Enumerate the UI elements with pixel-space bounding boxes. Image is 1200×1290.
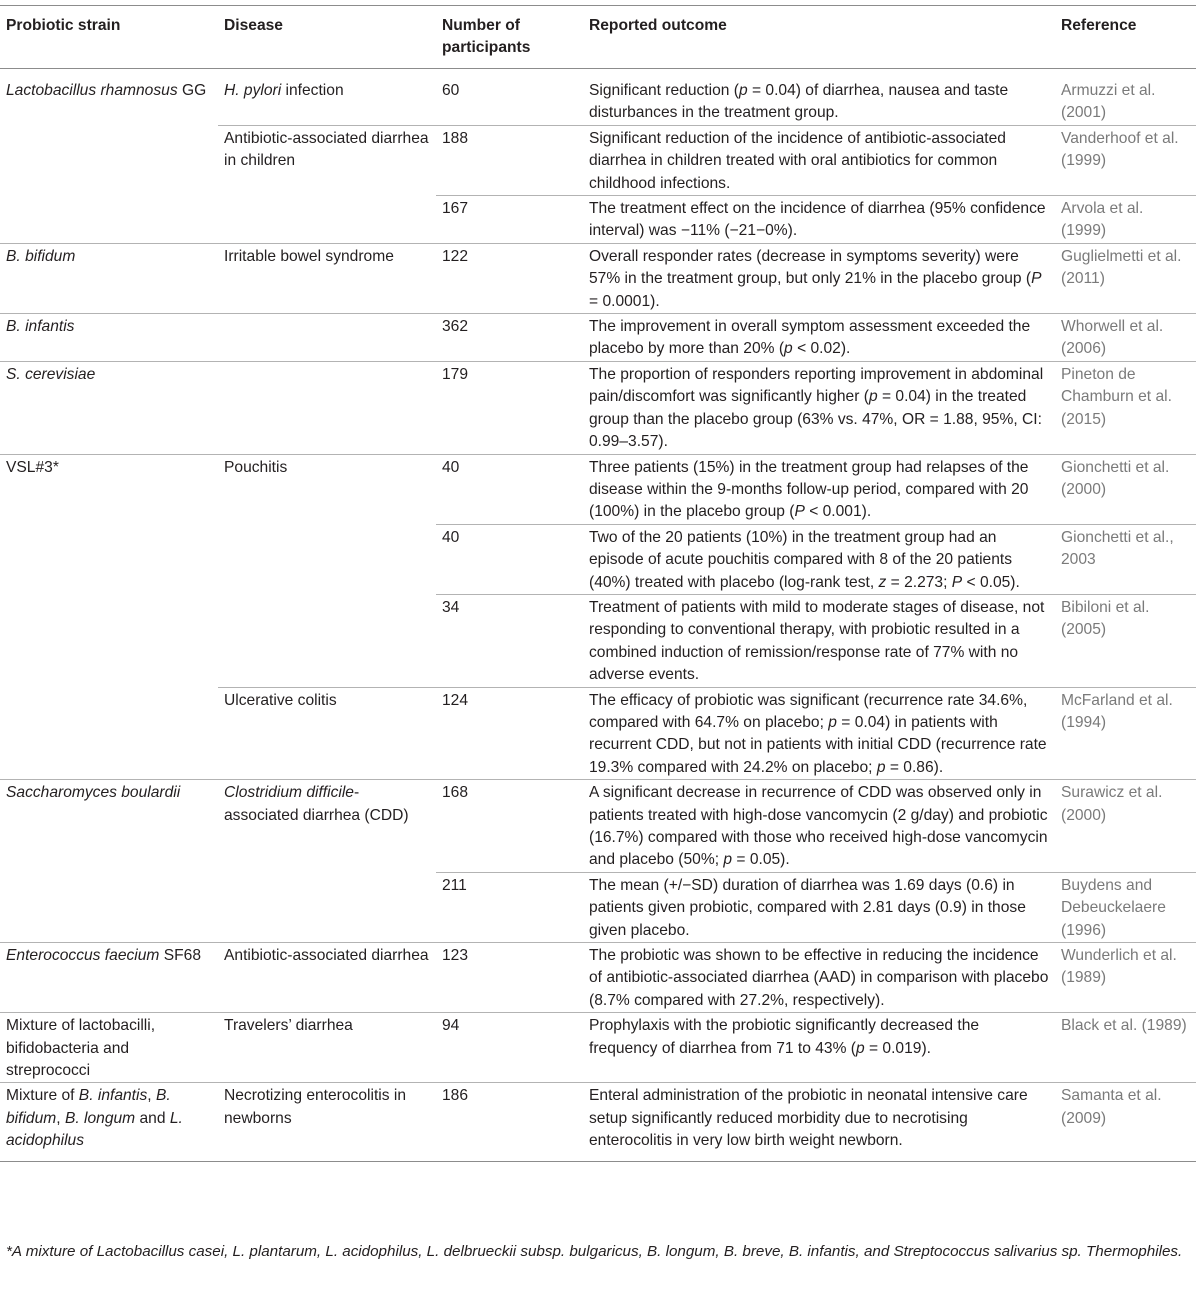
participants-cell: 124	[436, 687, 583, 780]
outcome-cell: A significant decrease in recurrence of CDD was observed only in patients treated with high-dose vancomycin (2 g/day) and probiotic (16.7%) compared with those who received high-dose vancomycin and placebo (50%; p = 0.05).	[583, 780, 1055, 873]
table-row	[0, 314, 1196, 362]
participants-cell: 168	[436, 780, 583, 873]
strain-name: Enterococcus faecium	[6, 947, 160, 965]
participants-cell: 94	[436, 1013, 583, 1083]
table-row	[0, 196, 1196, 244]
reference-cell: McFarland et al. (1994)	[1055, 687, 1196, 780]
outcome-cell: Two of the 20 patients (10%) in the treatment group had an episode of acute pouchitis compared with 8 of the 20 patients (40%) treated with placebo (log-rank test, z = 2.273; P < 0.05).	[583, 524, 1055, 594]
header-disease: Disease	[224, 17, 283, 34]
reference-cell: Vanderhoof et al. (1999)	[1055, 125, 1196, 195]
strain-cell: Saccharomyces boulardii	[0, 780, 218, 873]
disease-cell	[218, 361, 436, 454]
outcome-cell: Prophylaxis with the probiotic significantly decreased the frequency of diarrhea from 71 to 43% (p = 0.019).	[583, 1013, 1055, 1083]
table-body	[0, 69, 1196, 1162]
reference-cell: Gionchetti et al., 2003	[1055, 524, 1196, 594]
disease-cell: Clostridium difficile-associated diarrhea (CDD)	[218, 780, 436, 873]
header-probiotic-strain: Probiotic strain	[6, 17, 121, 34]
reference-cell: Armuzzi et al. (2001)	[1061, 82, 1156, 122]
strain-cell	[0, 594, 218, 687]
reference-cell: Bibiloni et al. (2005)	[1055, 594, 1196, 687]
disease-cell: Necrotizing enterocolitis in newborns	[218, 1083, 436, 1161]
table-header	[0, 6, 1196, 69]
strain-cell: VSL#3*	[0, 454, 218, 524]
outcome-cell: Three patients (15%) in the treatment group had relapses of the disease within the 9-months follow-up period, compared with 20 (100%) in the placebo group (P < 0.001).	[583, 454, 1055, 524]
outcome-cell: Significant reduction of the incidence of antibiotic-associated diarrhea in children treated with oral antibiotics for common childhood infections.	[583, 125, 1055, 195]
species-name: H. pylori	[224, 82, 282, 99]
strain-cell: B. bifidum	[0, 243, 218, 313]
disease-cell	[218, 314, 436, 362]
outcome-cell: The mean (+/−SD) duration of diarrhea was 1.69 days (0.6) in patients given probiotic, compared with 2.81 days (0.9) in those given placebo.	[583, 872, 1055, 942]
header-number-of-participants: Number of participants	[442, 17, 531, 56]
participants-cell: 167	[436, 196, 583, 244]
table-row	[0, 1083, 1196, 1161]
strain-cell	[0, 872, 218, 942]
table-row	[0, 943, 1196, 1013]
disease-cell: Travelers’ diarrhea	[218, 1013, 436, 1083]
participants-cell: 40	[436, 524, 583, 594]
reference-cell: Black et al. (1989)	[1055, 1013, 1196, 1083]
outcome-cell: Treatment of patients with mild to moderate stages of disease, not responding to conventional therapy, with probiotic resulted in a combined induction of remission/response rate of 77% with no adverse events.	[583, 594, 1055, 687]
table-row	[0, 243, 1196, 313]
participants-cell: 179	[436, 361, 583, 454]
table-row	[0, 454, 1196, 524]
disease-cell: Ulcerative colitis	[218, 687, 436, 780]
outcome-cell: Significant reduction (p = 0.04) of diarrhea, nausea and taste disturbances in the treatment group.	[589, 82, 1009, 122]
strain-cell: Lactobacillus rhamnosus GG	[6, 82, 207, 99]
outcome-cell: The efficacy of probiotic was significant (recurrence rate 34.6%, compared with 64.7% on placebo; p = 0.04) in patients with recurrent CDD, but not in patients with initial CDD (recurrence rate 19.3% compared with 24.2% on placebo; p = 0.86).	[583, 687, 1055, 780]
species-name: Clostridium difficile	[224, 784, 354, 802]
strain-cell	[0, 196, 218, 244]
participants-cell: 123	[436, 943, 583, 1013]
participants-cell: 34	[436, 594, 583, 687]
participants-cell: 122	[436, 243, 583, 313]
outcome-cell: The improvement in overall symptom assessment exceeded the placebo by more than 20% (p < 0.02).	[583, 314, 1055, 362]
reference-cell: Wunderlich et al. (1989)	[1055, 943, 1196, 1013]
reference-cell: Arvola et al. (1999)	[1055, 196, 1196, 244]
disease-cell	[218, 872, 436, 942]
header-row	[0, 6, 1196, 69]
reference-cell: Pineton de Chamburn et al. (2015)	[1055, 361, 1196, 454]
disease-cell: Irritable bowel syndrome	[218, 243, 436, 313]
table-row	[0, 687, 1196, 780]
table-row	[0, 1013, 1196, 1083]
disease-cell	[218, 594, 436, 687]
disease-cell: Antibiotic-associated diarrhea in children	[218, 125, 436, 195]
strain-cell: Mixture of B. infantis, B. bifidum, B. longum and L. acidophilus	[0, 1083, 218, 1161]
disease-cell: Pouchitis	[218, 454, 436, 524]
disease-cell: H. pylori infection	[224, 82, 344, 99]
participants-cell: 40	[436, 454, 583, 524]
outcome-cell: The treatment effect on the incidence of diarrhea (95% confidence interval) was −11% (−21−0%).	[583, 196, 1055, 244]
outcome-cell: The probiotic was shown to be effective in reducing the incidence of antibiotic-associated diarrhea (AAD) in comparison with placebo (8.7% compared with 27.2%, respectively).	[583, 943, 1055, 1013]
disease-cell: Antibiotic-associated diarrhea	[218, 943, 436, 1013]
reference-cell: Gionchetti et al. (2000)	[1055, 454, 1196, 524]
reference-cell: Buydens and Debeuckelaere (1996)	[1055, 872, 1196, 942]
table-row	[0, 780, 1196, 873]
table-row	[0, 872, 1196, 942]
reference-cell: Whorwell et al. (2006)	[1055, 314, 1196, 362]
outcome-cell: Overall responder rates (decrease in symptoms severity) were 57% in the treatment group, but only 21% in the placebo group (P = 0.0001).	[583, 243, 1055, 313]
table-row	[0, 125, 1196, 195]
header-reference: Reference	[1061, 17, 1137, 34]
disease-cell	[218, 196, 436, 244]
strain-cell: Mixture of lactobacilli, bifidobacteria and streprococci	[0, 1013, 218, 1083]
table-row	[0, 524, 1196, 594]
strain-cell: Enterococcus faecium SF68	[0, 943, 218, 1013]
strain-cell	[0, 524, 218, 594]
table-footnote: *A mixture of Lactobacillus casei, L. plantarum, L. acidophilus, L. delbrueckii subsp. bulgaricus, B. longum, B. breve, B. infantis, and Streptococcus salivarius sp. Thermophiles.	[6, 1243, 1183, 1260]
outcome-cell: Enteral administration of the probiotic in neonatal intensive care setup significantly reduced morbidity due to necrotising enterocolitis in very low birth weight newborn.	[583, 1083, 1055, 1161]
table-row	[0, 594, 1196, 687]
table-row	[0, 361, 1196, 454]
strain-cell: S. cerevisiae	[0, 361, 218, 454]
participants-cell: 211	[436, 872, 583, 942]
participants-cell: 362	[436, 314, 583, 362]
strain-cell: B. infantis	[0, 314, 218, 362]
reference-cell: Guglielmetti et al. (2011)	[1055, 243, 1196, 313]
strain-name: Lactobacillus rhamnosus	[6, 82, 178, 99]
reference-cell: Samanta et al. (2009)	[1055, 1083, 1196, 1161]
participants-cell: 186	[436, 1083, 583, 1161]
table-row	[0, 69, 1196, 126]
participants-cell: 188	[436, 125, 583, 195]
header-reported-outcome: Reported outcome	[589, 17, 727, 34]
outcome-cell: The proportion of responders reporting improvement in abdominal pain/discomfort was significantly higher (p = 0.04) in the treated group than the placebo group (63% vs. 47%, OR = 1.88, 95%, CI: 0.99–3.57).	[583, 361, 1055, 454]
participants-cell: 60	[442, 82, 460, 99]
reference-cell: Surawicz et al. (2000)	[1055, 780, 1196, 873]
strain-cell	[0, 687, 218, 780]
probiotic-trials-table	[0, 5, 1196, 1162]
strain-cell	[0, 125, 218, 195]
disease-cell	[218, 524, 436, 594]
